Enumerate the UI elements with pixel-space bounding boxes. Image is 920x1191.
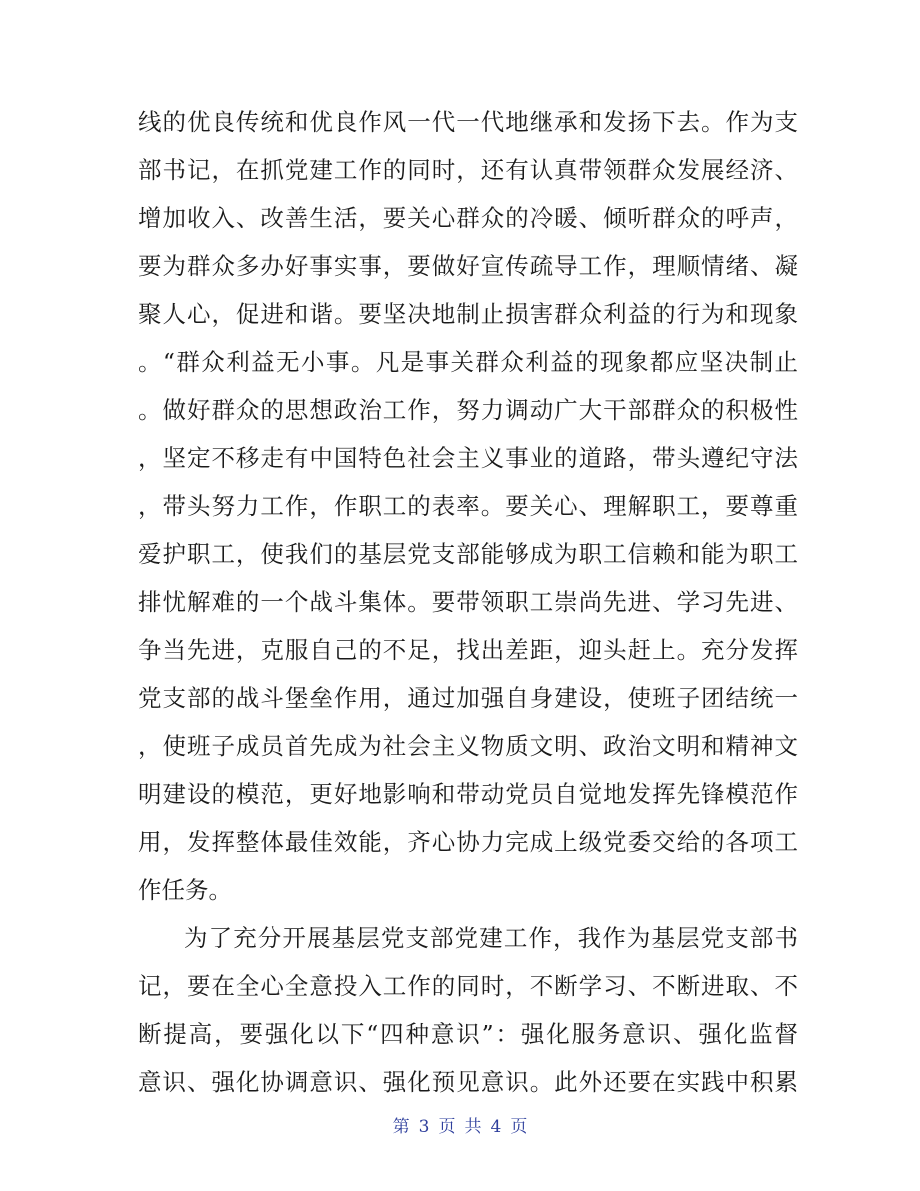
text-line: 明建设的模范，更好地影响和带动党员自觉地发挥先锋模范作 <box>138 780 798 808</box>
footer-ye: 页 <box>438 1117 456 1137</box>
footer-di: 第 <box>392 1117 410 1137</box>
footer-ye-total: 页 <box>510 1117 528 1137</box>
footer-gong: 共 <box>464 1117 482 1137</box>
text-line: 爱护职工，使我们的基层党支部能够成为职工信赖和能为职工 <box>138 540 798 568</box>
text-line: 增加收入、改善生活，要关心群众的冷暖、倾听群众的呼声， <box>138 204 798 232</box>
text-line: 线的优良传统和优良作风一代一代地继承和发扬下去。作为支 <box>138 108 798 136</box>
text-line: 意识、强化协调意识、强化预见意识。此外还要在实践中积累 <box>138 1068 798 1096</box>
text-line: 记，要在全心全意投入工作的同时，不断学习、不断进取、不 <box>138 972 798 1000</box>
text-line: ，坚定不移走有中国特色社会主义事业的道路，带头遵纪守法 <box>138 444 798 472</box>
text-line: 作任务。 <box>138 876 232 904</box>
text-line: 排忧解难的一个战斗集体。要带领职工崇尚先进、学习先进、 <box>138 588 798 616</box>
text-line: ，带头努力工作，作职工的表率。要关心、理解职工，要尊重 <box>138 492 798 520</box>
current-page-number: 3 <box>418 1117 430 1137</box>
text-line: 要为群众多办好事实事，要做好宣传疏导工作，理顺情绪、凝 <box>138 252 798 280</box>
paragraph-first-line: 为了充分开展基层党支部党建工作，我作为基层党支部书 <box>184 924 798 952</box>
total-page-count: 4 <box>490 1117 502 1137</box>
text-line: 党支部的战斗堡垒作用，通过加强自身建设，使班子团结统一 <box>138 684 798 712</box>
text-line: 用，发挥整体最佳效能，齐心协力完成上级党委交给的各项工 <box>138 828 798 856</box>
page-footer <box>0 1112 920 1137</box>
text-line: 。做好群众的思想政治工作，努力调动广大干部群众的积极性 <box>138 396 798 424</box>
text-line: 。“群众利益无小事。凡是事关群众利益的现象都应坚决制止 <box>138 348 798 376</box>
text-line: ，使班子成员首先成为社会主义物质文明、政治文明和精神文 <box>138 732 798 760</box>
text-line: 部书记，在抓党建工作的同时，还有认真带领群众发展经济、 <box>138 156 798 184</box>
text-line: 聚人心，促进和谐。要坚决地制止损害群众利益的行为和现象 <box>138 300 798 328</box>
text-line: 争当先进，克服自己的不足，找出差距，迎头赶上。充分发挥 <box>138 636 798 664</box>
text-line: 断提高，要强化以下“四种意识”：强化服务意识、强化监督 <box>138 1020 798 1048</box>
